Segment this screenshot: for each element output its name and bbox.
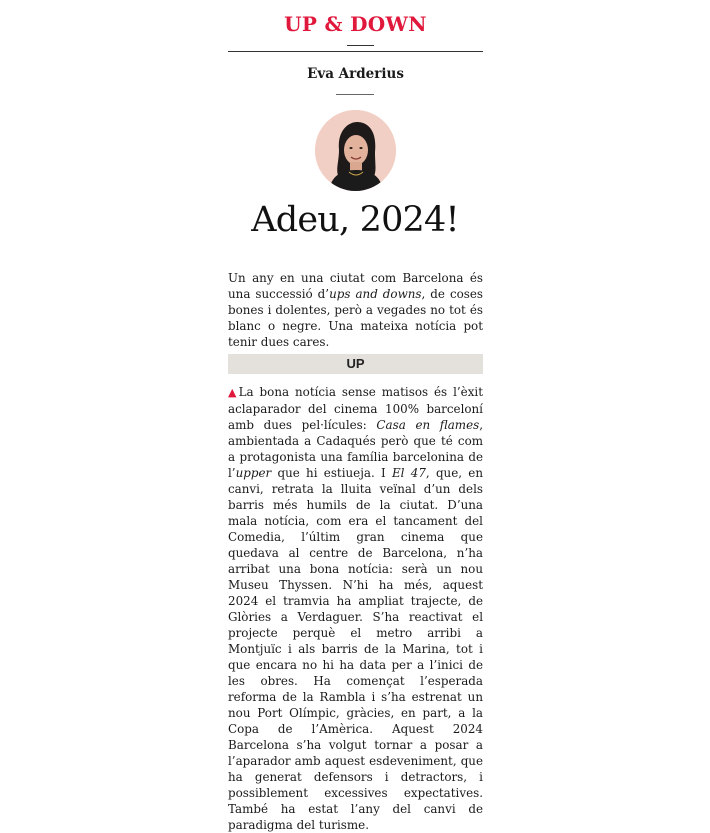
up-triangle-icon: ▲ xyxy=(228,386,239,399)
lead-paragraph: Un any en una ciutat com Barcelona és una successió d’ups and downs, de coses bones i dolentes, però a vegades no tot és blanc o negre. Una mateixa notícia pot tenir dues cares. xyxy=(228,271,483,349)
body-paragraph: ▲La bona notícia sense matisos és l’èxit aclaparador del cinema 100% barceloní amb dues pel·lícules: Casa en flames, ambientada a Cadaqués però que té com a protagonista una família barcelonina de l’upper que hi estiueja. I El 47, que, en canvi, retrata la lluita veïnal d’un dels barris més humils de la ciutat. D’una mala notícia, com era el tancament del Comedia, l’últim gran cinema que quedava al centre de Barcelona, n’ha arribat una bona notícia: serà un nou Museu Thyssen. N’hi ha més, aquest 2024 el tramvia ha ampliat trajecte, de Glòries a Verdaguer. S’ha reactivat el projecte perquè el metro arribi a Montjuïc i als barris de la Marina, tot i que encara no hi ha data per a l’inici de les obres. Ha començat l’esperada reforma de la Rambla i s’ha estrenat un nou Port Olímpic, gràcies, en part, a la Copa de l’Amèrica. Aquest 2024 Barcelona s’ha volgut tornar a posar a l’aparador amb aquest esdeveniment, que ha generat defensors i detractors, i possiblement excessives expectatives. També ha estat l’any del canvi de paradigma del turisme. xyxy=(228,385,483,832)
author-photo xyxy=(315,110,396,191)
divider-tick xyxy=(347,45,374,46)
headline: Adeu, 2024! xyxy=(251,200,459,240)
author-divider xyxy=(336,94,374,95)
section-band-up: UP xyxy=(228,354,483,374)
header-divider xyxy=(228,51,483,52)
section-title: UP & DOWN xyxy=(284,12,427,36)
author-name: Eva Arderius xyxy=(307,66,404,82)
